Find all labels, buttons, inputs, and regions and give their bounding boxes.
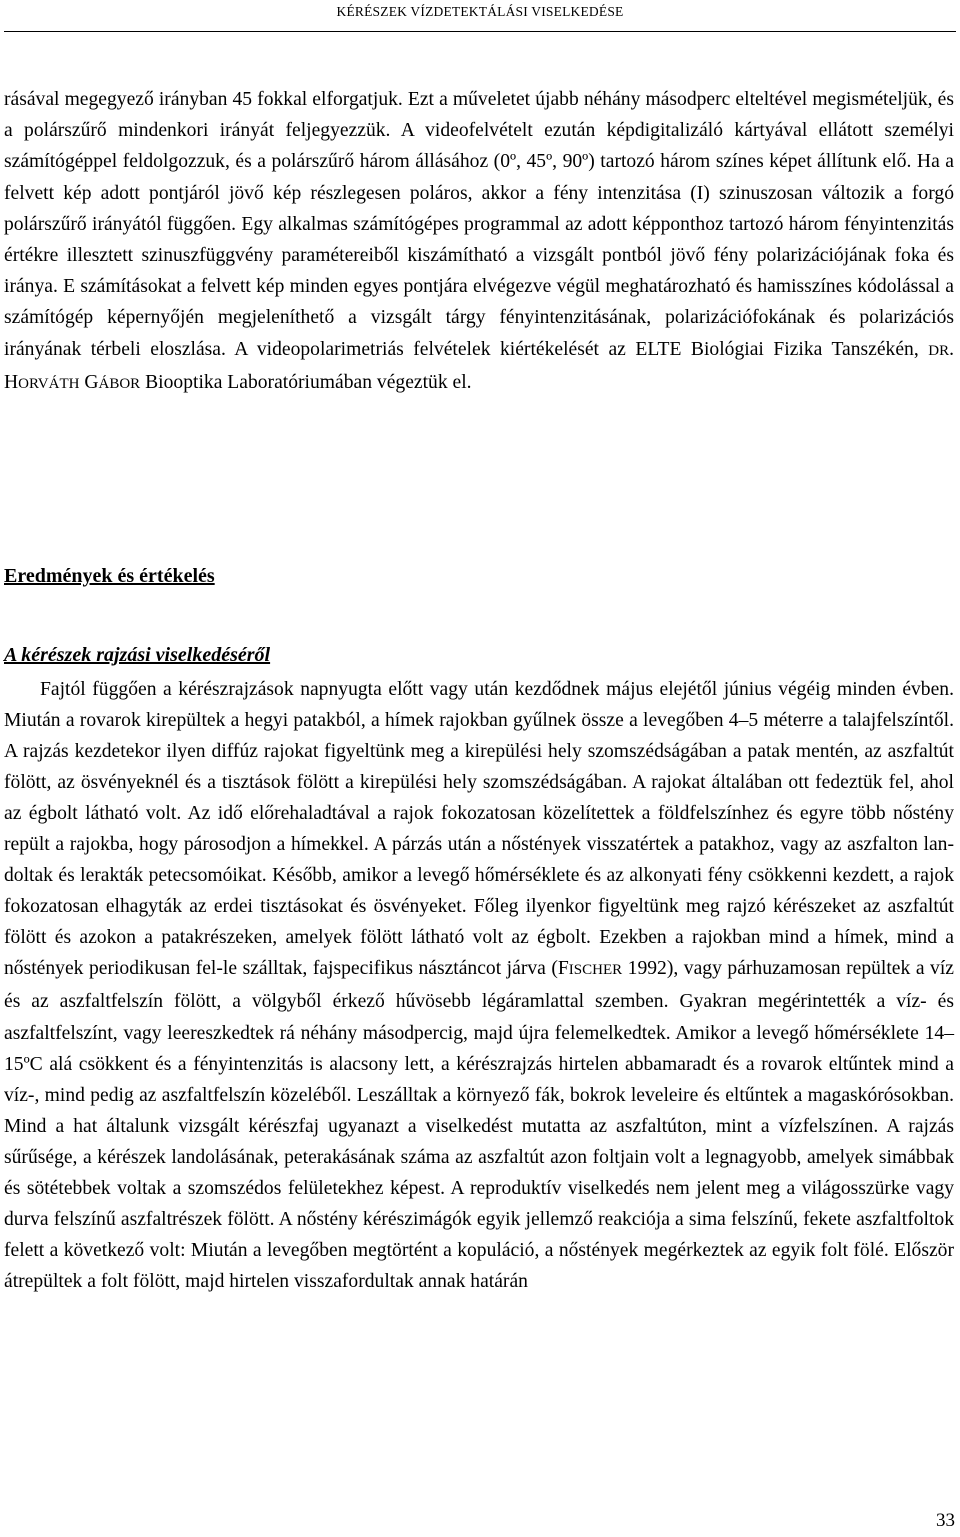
methods-text-part-2: . (949, 338, 954, 360)
author-surname-initial: H (4, 371, 19, 393)
citation-author-rest: ISCHER (568, 962, 623, 979)
author-title-dr: DR (928, 342, 950, 359)
page-number: 33 (936, 1510, 955, 1531)
results-paragraph (4, 674, 954, 1297)
header-divider (4, 31, 956, 32)
subsection-heading-swarming: A kérészek rajzási viselkedéséről (4, 644, 271, 666)
methods-text-block (4, 84, 954, 400)
results-text-part-1: Fajtól függően a kérészrajzások napnyugta előtt vagy után kezdődnek május elejétől június végéig minden évben. Miután a rovarok kirepültek a hegyi patakból, a hímek rajokban gyűlnek össze a levegőben 4–5 méterre a talajfelszíntől. A rajzás kezdetekor ilyen diffúz rajokat figyeltünk meg a kirepülési hely szomszédságában a patak mentén, az aszfaltút fölött, az ösvényeknél és a tisztások fölött a kirepülési hely szomszédságában. A rajokat általában ott fedeztük fel, ahol az égbolt látható volt. Az idő előrehaladtával a rajok fokozatosan közelítettek a földfelszínhez és egyre több nőstény repült a rajokba, hogy párosodjon a hímekkel. A párzás után a nőstények visszatértek a patakhoz, vagy az aszfalton landoltak és lerakták petecsomóikat. Később, amikor a levegő hőmérséklete és az alkonyati fény csökkenni kezdett, a rajok fokozatosan elhagyták az erdei tisztásokat és ösvényeket. Főleg ilyenkor figyeltünk meg rajzó kérészeket az aszfaltút fölött és azokon a patakrészeken, amelyek fölött látható volt az égbolt. Ezekben a rajokban mind a hímek, mind a nőstények periodikusan fel-le szálltak, fajspecifikus násztáncot járva (F (4, 679, 954, 980)
section-heading-results: Eredmények és értékelés (4, 565, 215, 587)
author-surname-rest: ORVÁTH (18, 375, 80, 392)
author-given-rest: ÁBOR (98, 375, 141, 392)
methods-text-part-1: rásával megegyező irányban 45 fokkal elforgatjuk. Ezt a műveletet újabb néhány másodperc elteltével megismételjük, és a polárszűrő mindenkori irányát feljegyezzük. A videofelvételt ezután képdigitalizáló kártyával ellátott személyi számítógéppel feldolgozzuk, és a polárszűrő három állásához (0º, 45º, 90º) tartozó három színes képet állítunk elő. Ha a felvett kép adott pontjáról jövő kép részlegesen poláros, akkor a fény intenzitása (I) szinuszosan változik a forgó polárszűrő irányától függően. Egy alkalmas számítógépes programmal az adott képponthoz tartozó három fényintenzitás értékre illesztett szinuszfüggvény paramétereiből kiszámítható a vizsgált pontból jövő fény polarizációjának foka és iránya. E számításokat a felvett kép minden egyes pontjára elvégezve végül meghatározható és hamisszínes kódolással a számítógép képernyőjén megjeleníthető a vizsgált tárgy fényintenzitásának, polarizációfokának és polarizációs irányának térbeli eloszlása. A videopolarimetriás felvételek kiértékelését az ELTE Biológiai Fizika Tanszékén, (4, 89, 954, 360)
methods-text-part-4: Biooptika Laboratóriumában végeztük el. (140, 371, 472, 393)
results-text-block (4, 674, 954, 1297)
running-header: KÉRÉSZEK VÍZDETEKTÁLÁSI VISELKEDÉSE (336, 4, 624, 19)
results-text-part-2: 1992), vagy párhuzamosan repültek a víz és az aszfaltfelszín fölött, a völgyből érkező hűvösebb légáramlattal szemben. Gyakran megérintették a víz- és aszfaltfelszínt, vagy leereszkedtek rá néhány másodpercig, majd újra felemelkedtek. Amikor a levegő hőmérséklete 14–15ºC alá csökkent és a fényintenzitás is alacsony lett, a kérészrajzás hirtelen abbamaradt és a rovarok eltűntek mind a víz-, mind pedig az aszfaltfelszín közeléből. Leszálltak a környező fák, bokrok leveleire és eltűntek a magaskórósokban. Mind a hat általunk vizsgált kérészfaj ugyanazt a viselkedést mutatta az aszfaltúton, mint a vízfelszínen. A rajzás sűrűsége, a kérészek landolásának, peterakásának száma az aszfaltút azon foltjain volt a legnagyobb, amelyek simábbak és sötétebbek voltak a szomszédos felületekhez képest. A reproduktív viselkedés nem jelent meg a világosszürke vagy durva felszínű aszfaltrészek fölött. A nőstény kérészimágók egyik jellemző reakciója a sima felszínű, fekete aszfaltfoltok felett a következő volt: Miután a levegőben megtörtént a kopuláció, a nőstények megérkeztek az egyik folt fölé. Először átrepültek a folt fölött, majd hirtelen visszafordultak annak határán (4, 958, 954, 1292)
methods-paragraph (4, 84, 954, 400)
author-given-initial: G (84, 371, 99, 393)
